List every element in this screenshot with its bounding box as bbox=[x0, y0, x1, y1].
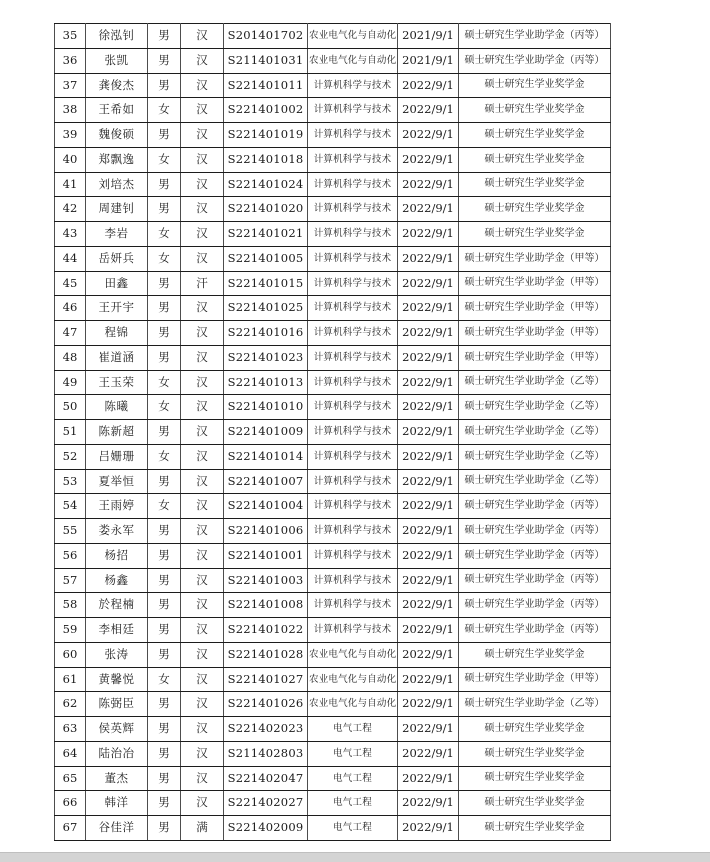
cell-major: 计算机科学与技术 bbox=[308, 519, 398, 544]
cell-student-name: 周建钊 bbox=[86, 197, 148, 222]
cell-major: 电气工程 bbox=[308, 717, 398, 742]
cell-student-id: S221401022 bbox=[224, 618, 308, 643]
cell-gender: 男 bbox=[148, 618, 181, 643]
table-row bbox=[55, 766, 611, 791]
cell-gender: 男 bbox=[148, 321, 181, 346]
cell-row-number: 60 bbox=[55, 642, 86, 667]
cell-major: 计算机科学与技术 bbox=[308, 370, 398, 395]
cell-student-id: S221401023 bbox=[224, 345, 308, 370]
cell-student-name: 董杰 bbox=[86, 766, 148, 791]
cell-student-id: S221401011 bbox=[224, 73, 308, 98]
cell-enroll-date: 2022/9/1 bbox=[398, 519, 459, 544]
cell-student-id: S221402023 bbox=[224, 717, 308, 742]
cell-gender: 男 bbox=[148, 568, 181, 593]
cell-gender: 男 bbox=[148, 766, 181, 791]
cell-ethnicity: 汉 bbox=[181, 147, 224, 172]
cell-ethnicity: 汉 bbox=[181, 618, 224, 643]
cell-major: 计算机科学与技术 bbox=[308, 593, 398, 618]
table-row bbox=[55, 444, 611, 469]
cell-row-number: 47 bbox=[55, 321, 86, 346]
cell-major: 农业电气化与自动化 bbox=[308, 642, 398, 667]
table-row bbox=[55, 271, 611, 296]
table-row bbox=[55, 73, 611, 98]
cell-enroll-date: 2022/9/1 bbox=[398, 172, 459, 197]
cell-award: 硕士研究生学业助学金（丙等） bbox=[459, 48, 611, 73]
cell-student-name: 黄馨悦 bbox=[86, 667, 148, 692]
cell-gender: 男 bbox=[148, 123, 181, 148]
cell-row-number: 59 bbox=[55, 618, 86, 643]
cell-student-id: S221401028 bbox=[224, 642, 308, 667]
table-row bbox=[55, 296, 611, 321]
cell-enroll-date: 2022/9/1 bbox=[398, 816, 459, 841]
cell-enroll-date: 2022/9/1 bbox=[398, 494, 459, 519]
cell-student-id: S221401024 bbox=[224, 172, 308, 197]
cell-award: 硕士研究生学业奖学金 bbox=[459, 123, 611, 148]
cell-gender: 男 bbox=[148, 469, 181, 494]
cell-major: 计算机科学与技术 bbox=[308, 345, 398, 370]
cell-row-number: 51 bbox=[55, 420, 86, 445]
cell-award: 硕士研究生学业助学金（甲等） bbox=[459, 667, 611, 692]
cell-ethnicity: 汉 bbox=[181, 717, 224, 742]
table-row bbox=[55, 345, 611, 370]
cell-award: 硕士研究生学业助学金（丙等） bbox=[459, 543, 611, 568]
cell-enroll-date: 2022/9/1 bbox=[398, 618, 459, 643]
cell-enroll-date: 2022/9/1 bbox=[398, 593, 459, 618]
cell-row-number: 63 bbox=[55, 717, 86, 742]
cell-row-number: 62 bbox=[55, 692, 86, 717]
cell-student-id: S221401001 bbox=[224, 543, 308, 568]
cell-row-number: 54 bbox=[55, 494, 86, 519]
cell-student-id: S221401009 bbox=[224, 420, 308, 445]
cell-enroll-date: 2022/9/1 bbox=[398, 197, 459, 222]
cell-award: 硕士研究生学业助学金（甲等） bbox=[459, 345, 611, 370]
cell-enroll-date: 2022/9/1 bbox=[398, 147, 459, 172]
cell-major: 计算机科学与技术 bbox=[308, 321, 398, 346]
cell-ethnicity: 汉 bbox=[181, 321, 224, 346]
cell-enroll-date: 2022/9/1 bbox=[398, 469, 459, 494]
cell-enroll-date: 2022/9/1 bbox=[398, 246, 459, 271]
cell-row-number: 58 bbox=[55, 593, 86, 618]
cell-student-name: 王雨婷 bbox=[86, 494, 148, 519]
cell-enroll-date: 2022/9/1 bbox=[398, 568, 459, 593]
cell-student-id: S221401013 bbox=[224, 370, 308, 395]
cell-award: 硕士研究生学业助学金（甲等） bbox=[459, 296, 611, 321]
cell-student-name: 岳妍兵 bbox=[86, 246, 148, 271]
table-row bbox=[55, 172, 611, 197]
cell-student-name: 陆治冶 bbox=[86, 741, 148, 766]
cell-gender: 男 bbox=[148, 717, 181, 742]
cell-gender: 男 bbox=[148, 345, 181, 370]
cell-row-number: 43 bbox=[55, 222, 86, 247]
cell-award: 硕士研究生学业助学金（乙等） bbox=[459, 420, 611, 445]
cell-major: 计算机科学与技术 bbox=[308, 618, 398, 643]
cell-gender: 男 bbox=[148, 593, 181, 618]
cell-ethnicity: 汉 bbox=[181, 519, 224, 544]
cell-enroll-date: 2022/9/1 bbox=[398, 370, 459, 395]
cell-row-number: 53 bbox=[55, 469, 86, 494]
cell-row-number: 55 bbox=[55, 519, 86, 544]
cell-ethnicity: 汉 bbox=[181, 667, 224, 692]
cell-student-name: 娄永军 bbox=[86, 519, 148, 544]
cell-student-id: S221402047 bbox=[224, 766, 308, 791]
cell-enroll-date: 2022/9/1 bbox=[398, 444, 459, 469]
cell-major: 计算机科学与技术 bbox=[308, 420, 398, 445]
cell-enroll-date: 2022/9/1 bbox=[398, 123, 459, 148]
cell-row-number: 64 bbox=[55, 741, 86, 766]
table-row bbox=[55, 593, 611, 618]
cell-award: 硕士研究生学业助学金（甲等） bbox=[459, 271, 611, 296]
cell-gender: 女 bbox=[148, 395, 181, 420]
cell-enroll-date: 2022/9/1 bbox=[398, 543, 459, 568]
table-row bbox=[55, 24, 611, 49]
table-row bbox=[55, 197, 611, 222]
cell-ethnicity: 汉 bbox=[181, 222, 224, 247]
cell-student-name: 杨鑫 bbox=[86, 568, 148, 593]
cell-row-number: 39 bbox=[55, 123, 86, 148]
cell-major: 电气工程 bbox=[308, 766, 398, 791]
cell-major: 电气工程 bbox=[308, 791, 398, 816]
cell-student-id: S221401016 bbox=[224, 321, 308, 346]
cell-ethnicity: 汉 bbox=[181, 568, 224, 593]
cell-gender: 女 bbox=[148, 667, 181, 692]
table-row bbox=[55, 321, 611, 346]
cell-enroll-date: 2022/9/1 bbox=[398, 766, 459, 791]
cell-student-name: 程锦 bbox=[86, 321, 148, 346]
cell-enroll-date: 2022/9/1 bbox=[398, 271, 459, 296]
cell-enroll-date: 2022/9/1 bbox=[398, 73, 459, 98]
table-row bbox=[55, 717, 611, 742]
cell-ethnicity: 汉 bbox=[181, 494, 224, 519]
cell-major: 计算机科学与技术 bbox=[308, 197, 398, 222]
cell-major: 计算机科学与技术 bbox=[308, 73, 398, 98]
cell-ethnicity: 汉 bbox=[181, 123, 224, 148]
cell-row-number: 38 bbox=[55, 98, 86, 123]
cell-student-name: 夏举恒 bbox=[86, 469, 148, 494]
cell-student-name: 刘培杰 bbox=[86, 172, 148, 197]
cell-student-id: S221401019 bbox=[224, 123, 308, 148]
cell-gender: 女 bbox=[148, 147, 181, 172]
cell-award: 硕士研究生学业助学金（乙等） bbox=[459, 444, 611, 469]
cell-row-number: 35 bbox=[55, 24, 86, 49]
cell-award: 硕士研究生学业助学金（丙等） bbox=[459, 568, 611, 593]
cell-gender: 女 bbox=[148, 370, 181, 395]
cell-major: 计算机科学与技术 bbox=[308, 568, 398, 593]
cell-gender: 男 bbox=[148, 197, 181, 222]
cell-student-id: S221401006 bbox=[224, 519, 308, 544]
table-row bbox=[55, 222, 611, 247]
cell-student-name: 魏俊硕 bbox=[86, 123, 148, 148]
cell-major: 计算机科学与技术 bbox=[308, 98, 398, 123]
cell-row-number: 40 bbox=[55, 147, 86, 172]
cell-award: 硕士研究生学业助学金（丙等） bbox=[459, 24, 611, 49]
cell-student-id: S221401010 bbox=[224, 395, 308, 420]
cell-award: 硕士研究生学业奖学金 bbox=[459, 766, 611, 791]
cell-student-name: 王玉荣 bbox=[86, 370, 148, 395]
cell-student-name: 谷佳洋 bbox=[86, 816, 148, 841]
cell-student-id: S211401031 bbox=[224, 48, 308, 73]
cell-row-number: 57 bbox=[55, 568, 86, 593]
cell-student-id: S221401004 bbox=[224, 494, 308, 519]
cell-award: 硕士研究生学业助学金（乙等） bbox=[459, 370, 611, 395]
table-row bbox=[55, 618, 611, 643]
cell-award: 硕士研究生学业助学金（丙等） bbox=[459, 618, 611, 643]
cell-major: 计算机科学与技术 bbox=[308, 147, 398, 172]
table-row bbox=[55, 642, 611, 667]
cell-enroll-date: 2022/9/1 bbox=[398, 717, 459, 742]
cell-gender: 女 bbox=[148, 222, 181, 247]
cell-gender: 男 bbox=[148, 24, 181, 49]
cell-row-number: 52 bbox=[55, 444, 86, 469]
cell-student-name: 杨招 bbox=[86, 543, 148, 568]
cell-row-number: 37 bbox=[55, 73, 86, 98]
cell-row-number: 66 bbox=[55, 791, 86, 816]
student-table-body bbox=[55, 24, 611, 841]
cell-ethnicity: 汉 bbox=[181, 444, 224, 469]
cell-row-number: 46 bbox=[55, 296, 86, 321]
cell-ethnicity: 汉 bbox=[181, 395, 224, 420]
cell-student-name: 陈曦 bbox=[86, 395, 148, 420]
cell-student-id: S221401025 bbox=[224, 296, 308, 321]
cell-award: 硕士研究生学业奖学金 bbox=[459, 73, 611, 98]
cell-student-id: S221401020 bbox=[224, 197, 308, 222]
cell-enroll-date: 2022/9/1 bbox=[398, 98, 459, 123]
cell-ethnicity: 汉 bbox=[181, 766, 224, 791]
cell-row-number: 61 bbox=[55, 667, 86, 692]
cell-major: 农业电气化与自动化 bbox=[308, 692, 398, 717]
cell-award: 硕士研究生学业助学金（乙等） bbox=[459, 469, 611, 494]
cell-gender: 女 bbox=[148, 98, 181, 123]
cell-row-number: 67 bbox=[55, 816, 86, 841]
cell-award: 硕士研究生学业奖学金 bbox=[459, 222, 611, 247]
cell-ethnicity: 汗 bbox=[181, 271, 224, 296]
cell-enroll-date: 2022/9/1 bbox=[398, 222, 459, 247]
cell-ethnicity: 汉 bbox=[181, 469, 224, 494]
table-row bbox=[55, 147, 611, 172]
cell-major: 计算机科学与技术 bbox=[308, 469, 398, 494]
cell-student-name: 郑飘逸 bbox=[86, 147, 148, 172]
cell-gender: 男 bbox=[148, 519, 181, 544]
cell-student-id: S221401015 bbox=[224, 271, 308, 296]
cell-student-id: S221401014 bbox=[224, 444, 308, 469]
cell-award: 硕士研究生学业奖学金 bbox=[459, 816, 611, 841]
cell-award: 硕士研究生学业助学金（甲等） bbox=[459, 321, 611, 346]
cell-ethnicity: 汉 bbox=[181, 741, 224, 766]
cell-enroll-date: 2022/9/1 bbox=[398, 420, 459, 445]
cell-student-id: S221401005 bbox=[224, 246, 308, 271]
cell-student-name: 侯英辉 bbox=[86, 717, 148, 742]
table-row bbox=[55, 741, 611, 766]
cell-major: 计算机科学与技术 bbox=[308, 395, 398, 420]
cell-ethnicity: 汉 bbox=[181, 296, 224, 321]
cell-student-id: S211402803 bbox=[224, 741, 308, 766]
cell-gender: 女 bbox=[148, 444, 181, 469]
cell-gender: 女 bbox=[148, 494, 181, 519]
cell-ethnicity: 汉 bbox=[181, 543, 224, 568]
cell-enroll-date: 2021/9/1 bbox=[398, 24, 459, 49]
cell-ethnicity: 汉 bbox=[181, 791, 224, 816]
table-row bbox=[55, 543, 611, 568]
cell-gender: 男 bbox=[148, 271, 181, 296]
cell-student-id: S221401027 bbox=[224, 667, 308, 692]
cell-student-name: 陈新超 bbox=[86, 420, 148, 445]
cell-gender: 男 bbox=[148, 172, 181, 197]
cell-award: 硕士研究生学业助学金（丙等） bbox=[459, 519, 611, 544]
cell-enroll-date: 2022/9/1 bbox=[398, 667, 459, 692]
table-row bbox=[55, 494, 611, 519]
cell-student-id: S221401007 bbox=[224, 469, 308, 494]
cell-award: 硕士研究生学业助学金（丙等） bbox=[459, 593, 611, 618]
cell-award: 硕士研究生学业助学金（乙等） bbox=[459, 395, 611, 420]
cell-ethnicity: 汉 bbox=[181, 98, 224, 123]
cell-ethnicity: 汉 bbox=[181, 197, 224, 222]
cell-row-number: 45 bbox=[55, 271, 86, 296]
cell-ethnicity: 汉 bbox=[181, 246, 224, 271]
cell-student-id: S221401003 bbox=[224, 568, 308, 593]
table-row bbox=[55, 370, 611, 395]
cell-ethnicity: 汉 bbox=[181, 370, 224, 395]
cell-student-name: 韩洋 bbox=[86, 791, 148, 816]
cell-enroll-date: 2022/9/1 bbox=[398, 642, 459, 667]
cell-major: 电气工程 bbox=[308, 741, 398, 766]
cell-major: 计算机科学与技术 bbox=[308, 246, 398, 271]
cell-student-name: 李相廷 bbox=[86, 618, 148, 643]
cell-major: 计算机科学与技术 bbox=[308, 444, 398, 469]
cell-student-name: 王希如 bbox=[86, 98, 148, 123]
cell-row-number: 50 bbox=[55, 395, 86, 420]
cell-gender: 男 bbox=[148, 48, 181, 73]
cell-gender: 男 bbox=[148, 73, 181, 98]
cell-award: 硕士研究生学业奖学金 bbox=[459, 791, 611, 816]
cell-ethnicity: 汉 bbox=[181, 692, 224, 717]
table-row bbox=[55, 246, 611, 271]
cell-student-id: S221402009 bbox=[224, 816, 308, 841]
cell-award: 硕士研究生学业奖学金 bbox=[459, 197, 611, 222]
cell-award: 硕士研究生学业奖学金 bbox=[459, 717, 611, 742]
cell-gender: 男 bbox=[148, 420, 181, 445]
cell-enroll-date: 2021/9/1 bbox=[398, 48, 459, 73]
cell-award: 硕士研究生学业奖学金 bbox=[459, 172, 611, 197]
cell-student-name: 张凯 bbox=[86, 48, 148, 73]
cell-student-id: S221401002 bbox=[224, 98, 308, 123]
cell-row-number: 36 bbox=[55, 48, 86, 73]
table-row bbox=[55, 692, 611, 717]
cell-gender: 男 bbox=[148, 692, 181, 717]
cell-ethnicity: 汉 bbox=[181, 73, 224, 98]
cell-enroll-date: 2022/9/1 bbox=[398, 395, 459, 420]
cell-row-number: 41 bbox=[55, 172, 86, 197]
cell-row-number: 44 bbox=[55, 246, 86, 271]
cell-row-number: 42 bbox=[55, 197, 86, 222]
cell-student-name: 田鑫 bbox=[86, 271, 148, 296]
cell-enroll-date: 2022/9/1 bbox=[398, 296, 459, 321]
cell-major: 计算机科学与技术 bbox=[308, 296, 398, 321]
cell-student-name: 崔道涵 bbox=[86, 345, 148, 370]
cell-award: 硕士研究生学业助学金（丙等） bbox=[459, 494, 611, 519]
cell-student-name: 陈弼臣 bbox=[86, 692, 148, 717]
table-row bbox=[55, 469, 611, 494]
cell-enroll-date: 2022/9/1 bbox=[398, 791, 459, 816]
cell-gender: 男 bbox=[148, 741, 181, 766]
student-table bbox=[54, 23, 611, 841]
cell-major: 计算机科学与技术 bbox=[308, 543, 398, 568]
cell-award: 硕士研究生学业奖学金 bbox=[459, 642, 611, 667]
cell-gender: 男 bbox=[148, 791, 181, 816]
cell-major: 计算机科学与技术 bbox=[308, 172, 398, 197]
cell-enroll-date: 2022/9/1 bbox=[398, 741, 459, 766]
cell-award: 硕士研究生学业奖学金 bbox=[459, 98, 611, 123]
cell-student-name: 龚俊杰 bbox=[86, 73, 148, 98]
cell-ethnicity: 汉 bbox=[181, 172, 224, 197]
cell-student-id: S221402027 bbox=[224, 791, 308, 816]
cell-student-name: 王开宇 bbox=[86, 296, 148, 321]
cell-row-number: 49 bbox=[55, 370, 86, 395]
cell-award: 硕士研究生学业奖学金 bbox=[459, 741, 611, 766]
cell-enroll-date: 2022/9/1 bbox=[398, 321, 459, 346]
cell-ethnicity: 汉 bbox=[181, 48, 224, 73]
table-row bbox=[55, 123, 611, 148]
cell-award: 硕士研究生学业奖学金 bbox=[459, 147, 611, 172]
cell-row-number: 48 bbox=[55, 345, 86, 370]
table-row bbox=[55, 568, 611, 593]
cell-enroll-date: 2022/9/1 bbox=[398, 692, 459, 717]
cell-award: 硕士研究生学业助学金（甲等） bbox=[459, 246, 611, 271]
cell-gender: 男 bbox=[148, 296, 181, 321]
cell-student-name: 李岩 bbox=[86, 222, 148, 247]
cell-gender: 女 bbox=[148, 246, 181, 271]
cell-student-id: S201401702 bbox=[224, 24, 308, 49]
cell-student-id: S221401018 bbox=[224, 147, 308, 172]
cell-major: 计算机科学与技术 bbox=[308, 271, 398, 296]
table-row bbox=[55, 519, 611, 544]
cell-student-id: S221401021 bbox=[224, 222, 308, 247]
cell-major: 农业电气化与自动化 bbox=[308, 48, 398, 73]
table-row bbox=[55, 816, 611, 841]
cell-student-name: 徐泓钊 bbox=[86, 24, 148, 49]
cell-ethnicity: 汉 bbox=[181, 24, 224, 49]
cell-major: 计算机科学与技术 bbox=[308, 222, 398, 247]
cell-gender: 男 bbox=[148, 816, 181, 841]
cell-student-id: S221401026 bbox=[224, 692, 308, 717]
cell-ethnicity: 汉 bbox=[181, 345, 224, 370]
cell-row-number: 56 bbox=[55, 543, 86, 568]
cell-student-name: 吕姗珊 bbox=[86, 444, 148, 469]
cell-enroll-date: 2022/9/1 bbox=[398, 345, 459, 370]
cell-student-name: 於程楠 bbox=[86, 593, 148, 618]
cell-major: 计算机科学与技术 bbox=[308, 494, 398, 519]
cell-student-name: 张涛 bbox=[86, 642, 148, 667]
table-row bbox=[55, 395, 611, 420]
cell-gender: 男 bbox=[148, 543, 181, 568]
cell-award: 硕士研究生学业助学金（乙等） bbox=[459, 692, 611, 717]
cell-major: 电气工程 bbox=[308, 816, 398, 841]
cell-ethnicity: 汉 bbox=[181, 642, 224, 667]
cell-ethnicity: 汉 bbox=[181, 420, 224, 445]
cell-major: 农业电气化与自动化 bbox=[308, 24, 398, 49]
table-row bbox=[55, 791, 611, 816]
cell-student-id: S221401008 bbox=[224, 593, 308, 618]
table-row bbox=[55, 667, 611, 692]
cell-major: 计算机科学与技术 bbox=[308, 123, 398, 148]
cell-ethnicity: 满 bbox=[181, 816, 224, 841]
cell-ethnicity: 汉 bbox=[181, 593, 224, 618]
cell-row-number: 65 bbox=[55, 766, 86, 791]
table-row bbox=[55, 48, 611, 73]
table-row bbox=[55, 98, 611, 123]
cell-major: 农业电气化与自动化 bbox=[308, 667, 398, 692]
table-row bbox=[55, 420, 611, 445]
cell-gender: 男 bbox=[148, 642, 181, 667]
